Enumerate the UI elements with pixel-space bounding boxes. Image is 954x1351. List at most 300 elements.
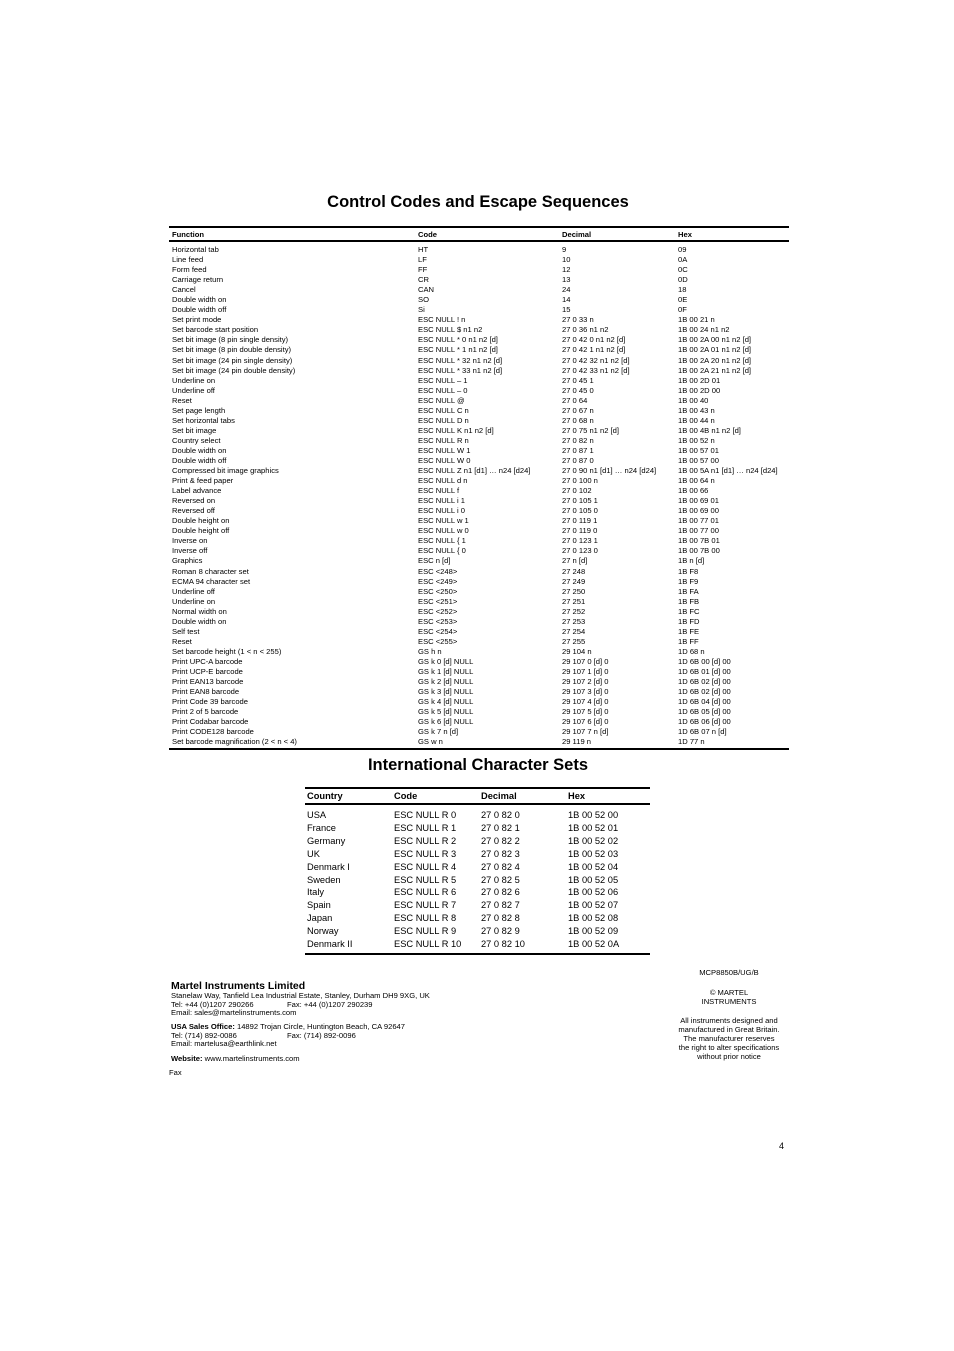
code-cell: ESC <252> [418, 606, 458, 616]
decimal-cell: 27 0 82 5 [481, 874, 520, 885]
table-row [169, 556, 789, 566]
table-row [169, 366, 789, 376]
function-cell: Carriage return [172, 275, 224, 285]
function-cell: Print UPC-A barcode [172, 656, 243, 666]
decimal-cell: 27 0 42 32 n1 n2 [d] [562, 355, 630, 365]
table-row [169, 516, 789, 526]
code-cell: ESC <254> [418, 626, 458, 636]
function-cell: Roman 8 character set [172, 566, 249, 576]
table-row [305, 886, 650, 899]
table-row [305, 848, 650, 861]
function-cell: Print EAN8 barcode [172, 687, 240, 697]
table-row [169, 617, 789, 627]
hex-cell: 1B F8 [678, 566, 699, 576]
hex-cell: 1D 6B 01 [d] 00 [678, 666, 731, 676]
disclaimer-line: the right to alter specifications [678, 1042, 780, 1052]
function-cell: Double height off [172, 526, 230, 536]
table-row [305, 874, 650, 887]
hex-cell: 1D 6B 02 [d] 00 [678, 677, 731, 687]
function-cell: Double width off [172, 305, 227, 315]
hex-cell: 1B 00 2A 01 n1 n2 [d] [678, 345, 752, 355]
international-sets-table [305, 787, 650, 955]
function-cell: Inverse off [172, 546, 208, 556]
function-cell: Underline off [172, 385, 215, 395]
code-cell: ESC NULL R 0 [394, 810, 457, 820]
code-cell: ESC <253> [418, 616, 458, 626]
decimal-cell: 27 0 64 [562, 395, 588, 405]
table-row [169, 315, 789, 325]
decimal-cell: 27 0 42 0 n1 n2 [d] [562, 335, 626, 345]
decimal-cell: 27 0 87 1 [562, 445, 594, 455]
usa-email: Email: martelusa@earthlink.net [171, 1039, 277, 1049]
usa-fax: Fax: (714) 892-0096 [287, 1030, 356, 1040]
function-cell: Double width on [172, 295, 227, 305]
decimal-cell: 27 n [d] [562, 556, 588, 566]
decimal-cell: 29 107 0 [d] 0 [562, 656, 609, 666]
function-cell: Print CODE128 barcode [172, 727, 254, 737]
code-cell: ESC NULL R 9 [394, 926, 457, 937]
code-cell: ESC NULL ! n [418, 315, 466, 325]
code-cell: ESC <249> [418, 576, 458, 586]
decimal-cell: 27 0 68 n [562, 415, 594, 425]
decimal-cell: 14 [562, 295, 571, 305]
table-row [169, 446, 789, 456]
code-cell: ESC NULL @ [418, 395, 465, 405]
header-code: Code [415, 227, 559, 241]
country-cell: Denmark II [305, 938, 392, 954]
function-cell: Underline on [172, 375, 216, 385]
code-cell: ESC NULL w 0 [418, 526, 469, 536]
function-cell: Cancel [172, 285, 196, 295]
table-row [305, 861, 650, 874]
function-cell: Set bit image [172, 425, 217, 435]
hex-cell: 1B 00 69 01 [678, 496, 719, 506]
decimal-cell: 27 0 82 n [562, 435, 594, 445]
country-cell: France [307, 822, 336, 833]
country-cell: Japan [307, 913, 333, 924]
function-cell: Set print mode [172, 315, 222, 325]
hex-cell: 1B 00 66 [678, 486, 709, 496]
function-cell: Set bit image (8 pin double density) [172, 345, 292, 355]
hex-cell: 1B 00 77 01 [678, 516, 719, 526]
function-cell: Set bit image (8 pin single density) [172, 335, 289, 345]
decimal-cell: 27 0 102 [562, 486, 592, 496]
table-row [169, 396, 789, 406]
table-row [169, 536, 789, 546]
function-cell: Form feed [172, 265, 207, 275]
table-row [305, 899, 650, 912]
usa-tel: Tel: (714) 892-0086 [171, 1030, 237, 1040]
code-cell: ESC NULL f [418, 486, 460, 496]
hex-cell: 1B 00 52 04 [568, 861, 619, 872]
function-cell: Graphics [172, 556, 203, 566]
hex-cell: 1B 00 57 00 [678, 456, 719, 465]
hex-cell: 1B 00 52 0A [566, 938, 650, 954]
table-row [169, 386, 789, 396]
table-row [169, 335, 789, 345]
decimal-cell: 27 0 82 4 [481, 861, 520, 872]
hex-cell: 1B 00 52 07 [568, 900, 619, 911]
hex-cell: 1D 6B 07 n [d] [678, 727, 727, 737]
decimal-cell: 27 250 [562, 586, 586, 596]
hex-cell: 0F [678, 305, 687, 315]
code-cell: GS k 5 [d] NULL [418, 707, 474, 717]
hex-cell: 18 [678, 285, 687, 295]
code-cell: ESC NULL w 1 [418, 516, 469, 526]
decimal-cell: 27 0 67 n [562, 405, 594, 415]
table-row [169, 657, 789, 667]
function-cell: Print Code 39 barcode [172, 697, 248, 707]
code-cell: ESC <248> [418, 566, 458, 576]
country-cell: Germany [307, 835, 346, 846]
table-row [169, 356, 789, 366]
table-row [169, 737, 789, 749]
control-codes-table [169, 226, 789, 750]
table-row [169, 607, 789, 617]
hex-cell: 1B 00 44 n [678, 415, 715, 425]
code-cell: ESC NULL { 1 [418, 536, 466, 546]
decimal-cell: 27 249 [562, 576, 586, 586]
hex-cell: 1B 00 2A 00 n1 n2 [d] [678, 335, 752, 345]
hex-cell: 1B 00 2A 20 n1 n2 [d] [678, 355, 752, 365]
table-row [169, 637, 789, 647]
decimal-cell: 29 107 4 [d] 0 [562, 697, 609, 707]
table-row [169, 496, 789, 506]
decimal-cell: 29 107 5 [d] 0 [562, 707, 609, 717]
decimal-cell: 27 0 123 0 [562, 546, 598, 556]
table-row [169, 345, 789, 355]
table-row [169, 526, 789, 536]
uk-tel: Tel: +44 (0)1207 290266 [171, 999, 254, 1009]
decimal-cell: 27 0 119 1 [562, 516, 598, 526]
hex-cell: 1D 6B 00 [d] 00 [678, 656, 731, 666]
table-row [169, 476, 789, 486]
decimal-cell: 27 0 119 0 [562, 526, 598, 536]
hex-cell: 1D 6B 06 [d] 00 [678, 717, 731, 727]
table-row [169, 667, 789, 677]
country-cell: Italy [307, 887, 325, 898]
hex-cell: 1B 00 4B n1 n2 [d] [678, 425, 741, 435]
table-row [169, 597, 789, 607]
decimal-cell: 27 0 82 10 [479, 938, 566, 954]
code-cell: GS k 0 [d] NULL [418, 656, 474, 666]
international-sets-header-row [305, 788, 650, 804]
table-row [169, 456, 789, 466]
code-cell: ESC NULL W 1 [418, 445, 471, 455]
code-cell: ESC NULL * 0 n1 n2 [d] [418, 335, 498, 345]
hex-cell: 1D 6B 02 [d] 00 [678, 687, 731, 697]
function-cell: Inverse on [172, 536, 208, 546]
table-row [169, 506, 789, 516]
function-cell: Set page length [172, 405, 226, 415]
code-cell: ESC NULL R 1 [394, 822, 457, 833]
decimal-cell: 27 0 105 0 [562, 506, 598, 516]
decimal-cell: 27 0 42 33 n1 n2 [d] [562, 365, 630, 375]
usa-contact-block [171, 1023, 405, 1049]
hex-cell: 1B 00 40 [678, 395, 709, 405]
function-cell: Line feed [172, 255, 204, 265]
hex-cell: 1B FA [678, 586, 699, 596]
uk-fax: Fax: +44 (0)1207 290239 [287, 999, 373, 1009]
function-cell: Set bit image (24 pin double density) [172, 365, 296, 375]
function-cell: Double width on [172, 445, 227, 455]
decimal-cell: 27 0 90 n1 [d1] … n24 [d24] [562, 466, 657, 476]
decimal-cell: 27 0 33 n [562, 315, 594, 325]
table-row [169, 587, 789, 597]
hex-cell: 1B 00 2D 01 [678, 375, 721, 385]
function-cell: Self test [172, 626, 200, 636]
hex-cell: 1B FC [678, 606, 700, 616]
hex-cell: 1B 00 7B 00 [678, 546, 720, 556]
code-cell: GS w n [415, 737, 559, 749]
table-row [169, 426, 789, 436]
function-cell: Reset [172, 395, 192, 405]
disclaimer-line: manufactured in Great Britain. [678, 1025, 780, 1035]
decimal-cell: 29 107 7 n [d] [562, 727, 609, 737]
function-cell: Horizontal tab [172, 245, 219, 255]
decimal-cell: 29 104 n [562, 646, 592, 656]
function-cell: Set bit image (24 pin single density) [172, 355, 293, 365]
country-cell: UK [307, 848, 320, 859]
function-cell: Print UCP-E barcode [172, 666, 243, 676]
code-cell: ESC <251> [418, 596, 458, 606]
hex-cell: 1B 00 52 06 [568, 887, 619, 898]
code-cell: CR [418, 275, 429, 285]
decimal-cell: 27 0 82 6 [481, 887, 520, 898]
code-cell: ESC NULL R 10 [392, 938, 479, 954]
table-row [169, 255, 789, 265]
table-row [169, 486, 789, 496]
code-cell: FF [418, 265, 428, 275]
hex-cell: 1B 00 7B 01 [678, 536, 720, 546]
table-row [169, 627, 789, 637]
table-row [305, 925, 650, 938]
control-codes-header-row [169, 227, 789, 241]
function-cell: Set barcode start position [172, 325, 259, 335]
hex-cell: 1B 00 52 01 [568, 822, 619, 833]
code-cell: CAN [418, 285, 435, 295]
decimal-cell: 27 255 [562, 636, 586, 646]
hex-cell: 1B n [d] [678, 556, 705, 566]
decimal-cell: 27 253 [562, 616, 586, 626]
disclaimer [670, 1017, 788, 1061]
table-row [169, 285, 789, 295]
code-cell: ESC NULL * 1 n1 n2 [d] [418, 345, 498, 355]
header-decimal: Decimal [559, 227, 675, 241]
document-reference: MCP8850B/UG/B [699, 968, 759, 977]
table-row [169, 406, 789, 416]
code-cell: ESC NULL * 32 n1 n2 [d] [418, 355, 503, 365]
hex-cell: 1B 00 52 05 [568, 874, 619, 885]
decimal-cell: 27 0 45 1 [562, 375, 594, 385]
country-cell: Sweden [307, 874, 341, 885]
hex-cell: 1B FE [678, 626, 700, 636]
header-function: Function [169, 227, 415, 241]
code-cell: ESC <250> [418, 586, 458, 596]
header-code: Code [392, 788, 479, 804]
table-row [169, 416, 789, 426]
code-cell: SO [418, 295, 429, 305]
decimal-cell: 27 0 82 2 [481, 835, 520, 846]
table-row [305, 835, 650, 848]
code-cell: ESC NULL C n [418, 405, 469, 415]
function-cell: Print Codabar barcode [172, 717, 249, 727]
function-cell: Underline off [172, 586, 215, 596]
country-cell: USA [307, 810, 327, 820]
table-row [169, 325, 789, 335]
copyright-notice [670, 989, 788, 1007]
code-cell: ESC NULL * 33 n1 n2 [d] [418, 365, 503, 375]
code-cell: ESC NULL R 7 [394, 900, 457, 911]
function-cell: Double width on [172, 616, 227, 626]
table-row [169, 727, 789, 737]
uk-email: Email: sales@martelinstruments.com [171, 1008, 297, 1018]
decimal-cell: 27 0 82 7 [481, 900, 520, 911]
header-hex: Hex [675, 227, 789, 241]
code-cell: ESC NULL R 3 [394, 848, 457, 859]
header-decimal: Decimal [479, 788, 566, 804]
hex-cell: 0E [678, 295, 688, 305]
hex-cell: 0C [678, 265, 688, 275]
code-cell: ESC NULL { 0 [418, 546, 466, 556]
hex-cell: 1B 00 52 09 [568, 926, 619, 937]
country-cell: Denmark I [307, 861, 350, 872]
table-row [169, 295, 789, 305]
code-cell: ESC NULL D n [418, 415, 469, 425]
decimal-cell: 29 119 n [559, 737, 675, 749]
code-cell: GS k 7 n [d] [418, 727, 459, 737]
hex-cell: 1B F9 [678, 576, 699, 586]
code-cell: ESC NULL $ n1 n2 [418, 325, 483, 335]
table-row [169, 275, 789, 285]
function-cell: Print EAN13 barcode [172, 677, 244, 687]
fax-note: Fax [169, 1068, 182, 1077]
hex-cell: 1D 77 n [675, 737, 789, 749]
decimal-cell: 27 248 [562, 566, 586, 576]
decimal-cell: 27 0 100 n [562, 476, 598, 486]
country-cell: Norway [307, 926, 339, 937]
code-cell: GS k 2 [d] NULL [418, 677, 474, 687]
control-codes-title: Control Codes and Escape Sequences [327, 193, 629, 211]
function-cell: Double width off [172, 456, 227, 465]
page-number: 4 [779, 1141, 785, 1151]
decimal-cell: 29 107 6 [d] 0 [562, 717, 609, 727]
decimal-cell: 27 0 82 0 [481, 810, 520, 820]
function-cell: Label advance [172, 486, 222, 496]
hex-cell: 1B 00 52 08 [568, 913, 619, 924]
hex-cell: 1D 68 n [678, 646, 705, 656]
function-cell: Set horizontal tabs [172, 415, 235, 425]
decimal-cell: 12 [562, 265, 571, 275]
code-cell: ESC NULL R 2 [394, 835, 457, 846]
hex-cell: 1B 00 52 02 [568, 835, 619, 846]
copyright-line-1: © MARTEL [709, 987, 749, 997]
code-cell: ESC NULL R 5 [394, 874, 457, 885]
website-url[interactable]: www.martelinstruments.com [202, 1054, 300, 1063]
hex-cell: 1B 00 52 00 [568, 810, 619, 820]
code-cell: GS k 4 [d] NULL [418, 697, 474, 707]
copyright-line-2: INSTRUMENTS [701, 996, 757, 1006]
disclaimer-line: All instruments designed and [680, 1016, 778, 1026]
table-row [169, 436, 789, 446]
decimal-cell: 27 0 105 1 [562, 496, 598, 506]
decimal-cell: 24 [562, 285, 571, 295]
decimal-cell: 29 107 3 [d] 0 [562, 687, 609, 697]
decimal-cell: 27 0 75 n1 n2 [d] [562, 425, 620, 435]
hex-cell: 1B 00 2A 21 n1 n2 [d] [678, 365, 752, 375]
header-hex: Hex [566, 788, 650, 804]
hex-cell: 1B 00 2D 00 [678, 385, 721, 395]
code-cell: GS h n [418, 646, 442, 656]
side-notes [670, 969, 788, 1072]
function-cell: Normal width on [172, 606, 227, 616]
decimal-cell: 29 107 2 [d] 0 [562, 677, 609, 687]
hex-cell: 1B 00 52 03 [568, 848, 619, 859]
company-name: Martel Instruments Limited [171, 980, 306, 992]
code-cell: ESC NULL W 0 [418, 456, 471, 465]
table-row [169, 567, 789, 577]
international-sets-title: International Character Sets [367, 756, 589, 774]
code-cell: GS k 3 [d] NULL [418, 687, 474, 697]
table-row [305, 822, 650, 835]
function-cell: Print & feed paper [172, 476, 234, 486]
usa-label: USA Sales Office: [171, 1022, 235, 1031]
country-cell: Spain [307, 900, 331, 911]
code-cell: ESC NULL R 4 [394, 861, 457, 872]
hex-cell: 1B 00 77 00 [678, 526, 719, 536]
function-cell: Print 2 of 5 barcode [172, 707, 239, 717]
decimal-cell: 27 0 87 0 [562, 456, 594, 465]
code-cell: GS k 6 [d] NULL [418, 717, 474, 727]
code-cell: ESC NULL R n [418, 435, 469, 445]
function-cell: Set barcode magnification (2 < n < 4) [169, 737, 415, 749]
code-cell: GS k 1 [d] NULL [418, 666, 474, 676]
decimal-cell: 15 [562, 305, 571, 315]
function-cell: Country select [172, 435, 221, 445]
decimal-cell: 10 [562, 255, 571, 265]
table-row [169, 376, 789, 386]
disclaimer-line: without prior notice [697, 1051, 761, 1061]
decimal-cell: 9 [562, 245, 567, 255]
usa-address: 14892 Trojan Circle, Huntington Beach, CA 92647 [234, 1022, 405, 1031]
decimal-cell: 27 0 42 1 n1 n2 [d] [562, 345, 626, 355]
decimal-cell: 27 252 [562, 606, 586, 616]
table-row [169, 546, 789, 556]
function-cell: Reset [172, 636, 192, 646]
code-cell: LF [418, 255, 427, 265]
decimal-cell: 27 251 [562, 596, 586, 606]
hex-cell: 1B 00 5A n1 [d1] … n24 [d24] [678, 466, 778, 476]
function-cell: Compressed bit image graphics [172, 466, 279, 476]
hex-cell: 0D [678, 275, 688, 285]
decimal-cell: 27 0 123 1 [562, 536, 598, 546]
hex-cell: 1B 00 52 n [678, 435, 715, 445]
decimal-cell: 27 0 36 n1 n2 [562, 325, 609, 335]
function-cell: Underline on [172, 596, 216, 606]
table-row [169, 265, 789, 275]
table-row [169, 697, 789, 707]
hex-cell: 1B FF [678, 636, 699, 646]
function-cell: Reversed on [172, 496, 216, 506]
code-cell: HT [418, 245, 429, 255]
function-cell: Set barcode height (1 < n < 255) [172, 646, 282, 656]
table-row [169, 466, 789, 476]
decimal-cell: 27 0 82 8 [481, 913, 520, 924]
code-cell: ESC n [d] [418, 556, 451, 566]
website-line [171, 1055, 300, 1064]
hex-cell: 1B FB [678, 596, 700, 606]
code-cell: ESC NULL d n [418, 476, 468, 486]
